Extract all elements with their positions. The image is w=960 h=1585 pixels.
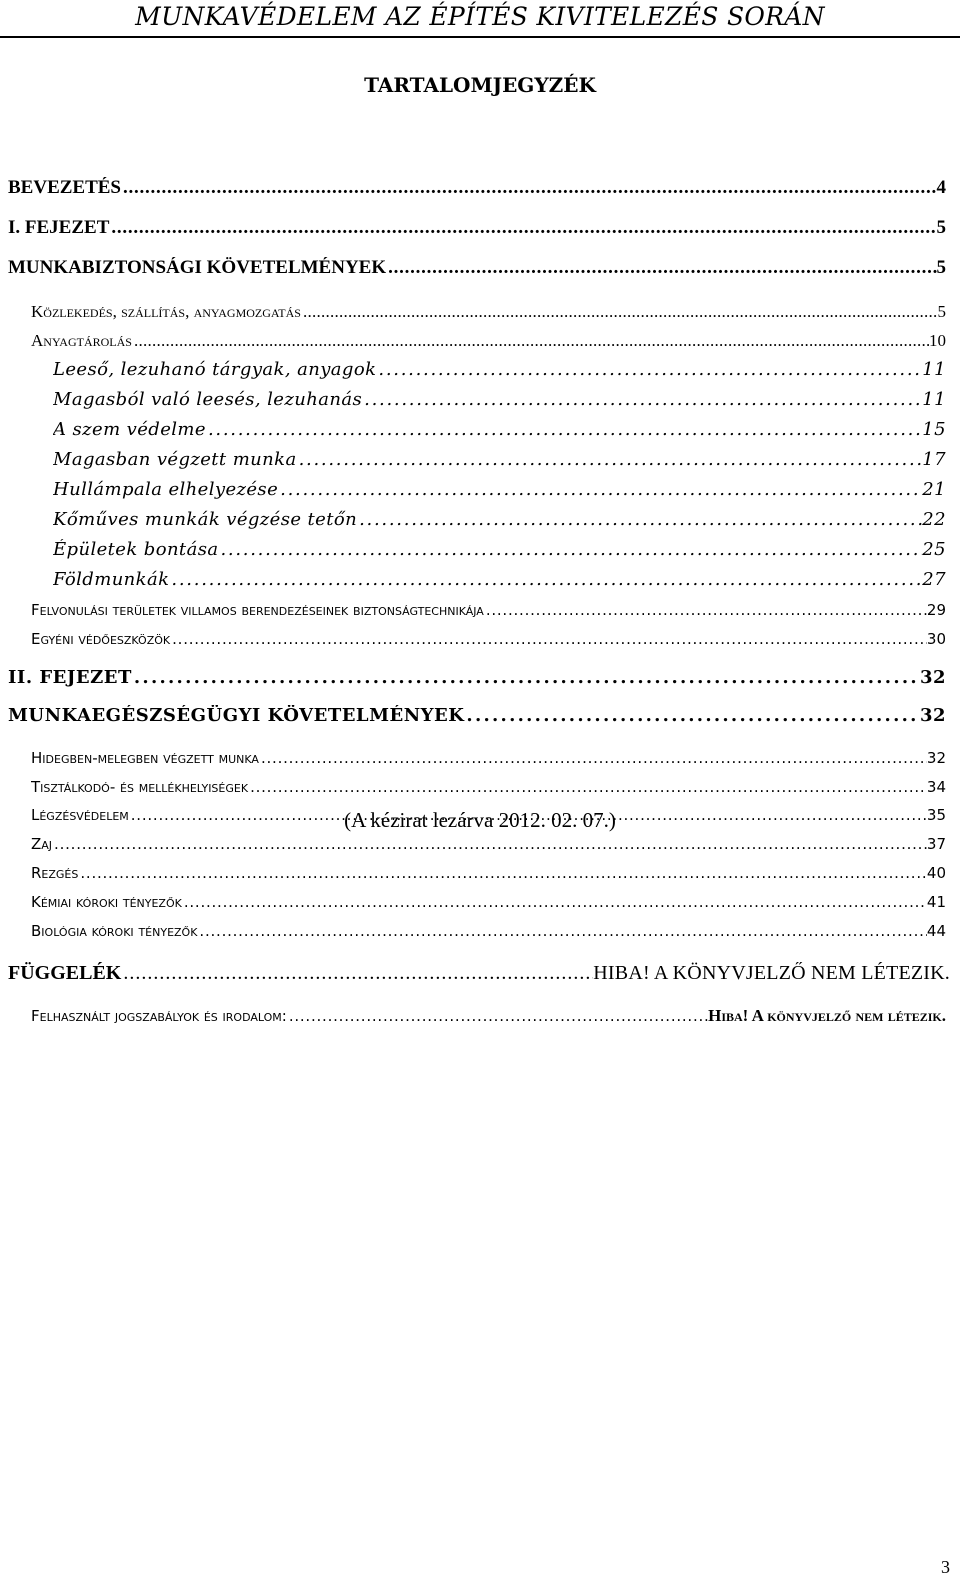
toc-entry-page: Hiba! A könyvjelző nem létezik. xyxy=(708,1006,946,1025)
toc-entry-kozlekedes[interactable] xyxy=(31,302,946,322)
toc-entry-page: 5 xyxy=(936,217,946,238)
toc-entry-felvonulasi-teruletek[interactable] xyxy=(31,601,946,619)
toc-entry-rezges[interactable] xyxy=(31,864,946,882)
toc-entry-page: 15 xyxy=(922,419,946,440)
toc-entry-label: Magasból való leesés, lezuhanás xyxy=(53,389,363,410)
toc-entry-label: A szem védelme xyxy=(53,419,206,440)
dot-leader xyxy=(109,217,936,239)
toc-entry-chapter-1[interactable] xyxy=(8,217,946,239)
toc-entry-label: I. FEJEZET xyxy=(8,217,110,238)
page-number: 3 xyxy=(941,1557,950,1577)
toc-entry-label: Rezgés xyxy=(31,864,79,882)
toc-entry-szem-vedelme[interactable] xyxy=(53,419,946,440)
toc-entry-fuggelek[interactable] xyxy=(8,962,950,985)
toc-entry-page: 4 xyxy=(936,177,946,198)
dot-leader xyxy=(169,569,922,590)
toc-entry-epuletek-bontasa[interactable] xyxy=(53,539,946,560)
toc-entry-munkaegeszsegugyi[interactable] xyxy=(8,705,946,726)
toc-entry-foldmunkak[interactable] xyxy=(53,569,946,590)
dot-leader xyxy=(78,864,927,882)
dot-leader xyxy=(170,630,927,648)
toc-entry-label: Biológia kóroki tényezők xyxy=(31,922,198,940)
toc-entry-page: 17 xyxy=(922,449,946,470)
dot-leader xyxy=(301,302,938,322)
toc-entry-label: BEVEZETÉS xyxy=(8,177,121,198)
toc-entry-page: 27 xyxy=(922,569,946,590)
toc-entry-label: MUNKABIZTONSÁGI KÖVETELMÉNYEK xyxy=(8,257,387,278)
toc-entry-label: MUNKAEGÉSZSÉGÜGYI KÖVETELMÉNYEK xyxy=(8,705,465,726)
toc-entry-biologia-koroki[interactable] xyxy=(31,922,946,940)
toc-entry-zaj[interactable] xyxy=(31,835,946,853)
toc-entry-kemiai-koroki[interactable] xyxy=(31,893,946,911)
dot-leader xyxy=(278,479,922,500)
dot-leader xyxy=(132,667,920,688)
toc-entry-page: 34 xyxy=(926,778,946,796)
toc-entry-page: 5 xyxy=(936,257,946,278)
toc-entry-felhasznalt-jogszabalyok[interactable] xyxy=(31,1006,946,1026)
dot-leader xyxy=(121,177,937,199)
toc-entry-page: 40 xyxy=(926,864,946,882)
toc-entry-label: Közlekedés, szállítás, anyagmozgatás xyxy=(31,302,301,321)
toc-title: TARTALOMJEGYZÉK xyxy=(364,73,596,97)
toc-entry-munkabiztonsagi[interactable] xyxy=(8,257,946,279)
toc-entry-label: Kőműves munkák végzése tetőn xyxy=(53,509,358,530)
dot-leader xyxy=(52,835,927,853)
toc-entry-label: Leeső, lezuhanó tárgyak, anyagok xyxy=(53,359,377,380)
toc-entry-hullampala[interactable] xyxy=(53,479,946,500)
toc-entry-page: 44 xyxy=(926,922,946,940)
toc-entry-page: 11 xyxy=(922,389,946,410)
toc-entry-magasbol-leeses[interactable] xyxy=(53,389,946,410)
toc-entry-page: 32 xyxy=(919,705,946,726)
toc-entry-label: Anyagtárolás xyxy=(31,331,132,350)
dot-leader xyxy=(357,509,922,530)
toc-entry-label: Magasban végzett munka xyxy=(53,449,297,470)
toc-entry-hidegben-melegben[interactable] xyxy=(31,749,946,767)
toc-entry-label: FÜGGELÉK xyxy=(8,962,122,984)
toc-entry-page: 25 xyxy=(922,539,946,560)
toc-entry-page: 22 xyxy=(922,509,946,530)
toc-entry-page: 32 xyxy=(919,667,946,688)
dot-leader xyxy=(362,389,922,410)
dot-leader xyxy=(121,962,593,985)
toc-entry-label: Egyéni védőeszközök xyxy=(31,630,171,648)
dot-leader xyxy=(484,601,927,619)
running-header: MUNKAVÉDELEM AZ ÉPÍTÉS KIVITELEZÉS SORÁN xyxy=(0,0,960,38)
toc-entry-label: Zaj xyxy=(31,835,53,853)
toc-entry-page: HIBA! A KÖNYVJELZŐ NEM LÉTEZIK. xyxy=(593,962,950,984)
toc-entry-magasban-munka[interactable] xyxy=(53,449,946,470)
toc-entry-anyagtarolas[interactable] xyxy=(31,331,946,351)
toc-entry-page: 32 xyxy=(926,749,946,767)
dot-leader xyxy=(132,331,929,351)
dot-leader xyxy=(259,749,927,767)
toc-entry-page: 21 xyxy=(922,479,946,500)
toc-entry-page: 37 xyxy=(926,835,946,853)
toc-entry-label: Légzésvédelem xyxy=(31,806,129,824)
toc-entry-page: 41 xyxy=(926,893,946,911)
dot-leader xyxy=(386,257,936,279)
dot-leader xyxy=(287,1007,708,1025)
toc-entry-page: 10 xyxy=(929,331,946,350)
dot-leader xyxy=(464,705,920,726)
toc-entry-label: Felvonulási területek villamos berendezéseinek biztonságtechnikája xyxy=(31,601,484,619)
dot-leader xyxy=(248,778,927,796)
dot-leader xyxy=(182,893,927,911)
toc-entry-tisztalkodo[interactable] xyxy=(31,778,946,796)
toc-entry-label: Földmunkák xyxy=(53,569,170,590)
dot-leader xyxy=(218,539,922,560)
toc-entry-leeso-targyak[interactable] xyxy=(53,359,946,380)
dot-leader xyxy=(206,419,922,440)
toc-entry-page: 11 xyxy=(922,359,946,380)
toc-entry-label: Kémiai kóroki tényezők xyxy=(31,893,182,911)
toc-entry-page: 35 xyxy=(926,806,946,824)
dot-leader xyxy=(297,449,923,470)
manuscript-closing-note: (A kézirat lezárva 2012. 02. 07.) xyxy=(344,808,616,832)
toc-entry-label: Épületek bontása xyxy=(53,539,219,560)
toc-entry-chapter-2[interactable] xyxy=(8,667,946,688)
toc-entry-page: 30 xyxy=(926,630,946,648)
toc-entry-egyeni-vedoeszkozok[interactable] xyxy=(31,630,946,648)
toc-entry-label: II. FEJEZET xyxy=(8,667,132,688)
toc-entry-label: Hullámpala elhelyezése xyxy=(53,479,279,500)
dot-leader xyxy=(376,359,922,380)
toc-entry-page: 29 xyxy=(926,601,946,619)
toc-entry-label: Felhasznált jogszabályok és irodalom: xyxy=(31,1007,287,1025)
toc-entry-page: 5 xyxy=(937,302,946,321)
toc-entry-bevezetes[interactable] xyxy=(8,177,946,199)
toc-entry-label: Hidegben-melegben végzett munka xyxy=(31,749,259,767)
toc-entry-komuves-munkak[interactable] xyxy=(53,509,946,530)
dot-leader xyxy=(197,922,926,940)
toc-entry-label: Tisztálkodó- és mellékhelyiségek xyxy=(31,778,249,796)
